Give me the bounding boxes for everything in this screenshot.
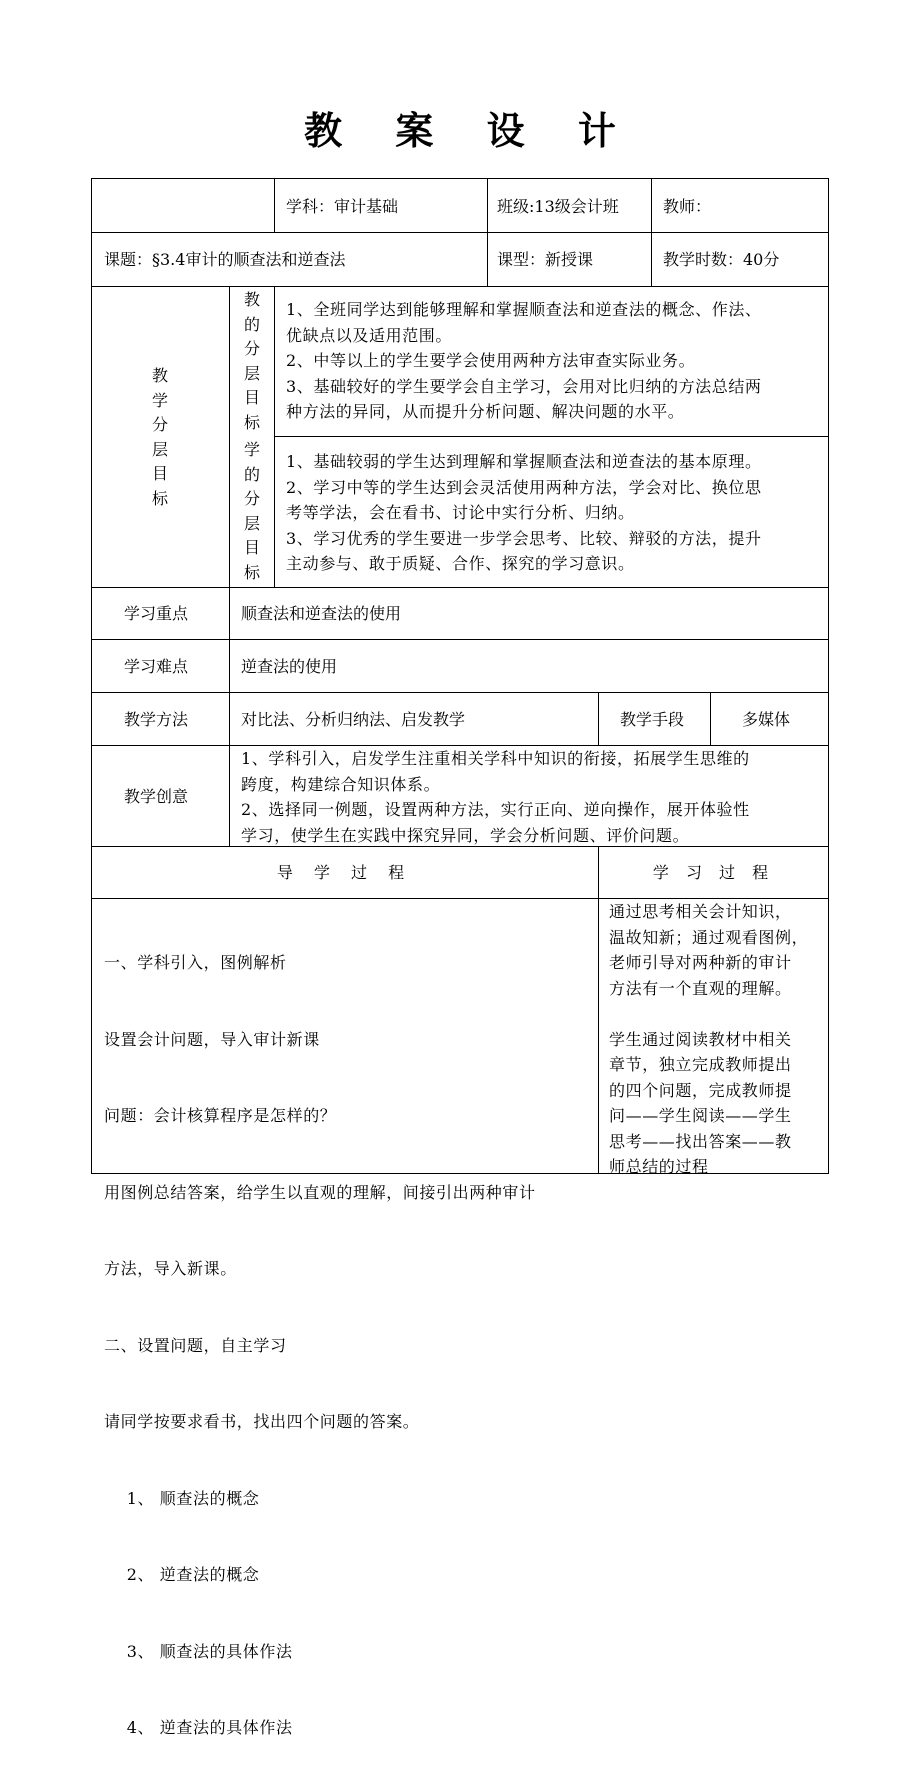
means-label: 教学手段 bbox=[620, 710, 685, 729]
page-title: 教 案 设 计 bbox=[304, 108, 636, 153]
key-point-label: 学习重点 bbox=[124, 604, 189, 623]
lesson-type-field: 课型：新授课 bbox=[497, 250, 594, 269]
methods-value: 对比法、分析归纳法、启发教学 bbox=[241, 710, 466, 729]
means-value: 多媒体 bbox=[742, 710, 791, 729]
creativity-text: 1、学科引入，启发学生注重相关学科中知识的衔接，拓展学生思维的 跨度，构建综合知识体系。 2、选择同一例题，设置两种方法，实行正向、逆向操作，展开体验性 学习，使学生在实践中探究异同，学会分析问题、评价问题。 bbox=[241, 749, 750, 845]
duration-field: 教学时数：40分 bbox=[663, 250, 780, 269]
learn-process-header: 学 习 过 程 bbox=[652, 863, 775, 882]
guide-process-header: 导 学 过 程 bbox=[276, 863, 413, 882]
topic-field: 课题：§3.4审计的顺查法和逆查法 bbox=[104, 250, 346, 269]
learning-goals-label: 学 的 分 层 目 标 bbox=[243, 440, 260, 582]
guide-process-text: 一、学科引入，图例解析 设置会计问题，导入审计新课 问题：会计核算程序是怎样的？ 用图例总结答案，给学生以直观的理解，间接引出两种审计 方法，导入新课。 二、设置问题，自主学习 请同学按要求看书，找出四个问题的答案。 1、 顺查法的概念 2、 逆查法的概念 3、 顺查法的具体作法 4、 逆查法的具体作法 bbox=[104, 953, 536, 1737]
difficulty-value: 逆查法的使用 bbox=[241, 657, 338, 676]
learning-goals-text: 1、基础较弱的学生达到理解和掌握顺查法和逆查法的基本原理。 2、学习中等的学生达到会灵活使用两种方法，学会对比、换位思 考等学法，会在看书、讨论中实行分析、归纳。 3、学习优秀的学生要进一步学会思考、比较、辩驳的方法，提升 主动参与、敢于质疑、合作、探究的学习意识。 bbox=[286, 452, 762, 573]
difficulty-label: 学习难点 bbox=[124, 657, 189, 676]
subject-field: 学科：审计基础 bbox=[286, 197, 399, 216]
layered-goals-label: 教 学 分 层 目 标 bbox=[151, 366, 168, 508]
creativity-label: 教学创意 bbox=[124, 787, 189, 806]
teaching-goals-text: 1、全班同学达到能够理解和掌握顺查法和逆查法的概念、作法、 优缺点以及适用范围。 2、中等以上的学生要学会使用两种方法审查实际业务。 3、基础较好的学生要学会自主学习，会用对比归纳的方法总结两 种方法的异同，从而提升分析问题、解决问题的水平。 bbox=[286, 300, 762, 421]
learn-process-text: 通过思考相关会计知识， 温故知新；通过观看图例， 老师引导对两种新的审计 方法有一个直观的理解。 学生通过阅读教材中相关 章节，独立完成教师提出 的四个问题，完成教师提 问——学生阅读——学生 思考——找出答案——教 师总结的过程 bbox=[609, 902, 809, 1176]
methods-label: 教学方法 bbox=[124, 710, 189, 729]
teacher-field: 教师： bbox=[663, 197, 712, 216]
class-field: 班级:13级会计班 bbox=[497, 197, 619, 216]
key-point-value: 顺查法和逆查法的使用 bbox=[241, 604, 402, 623]
teaching-goals-label: 教 的 分 层 目 标 bbox=[243, 290, 260, 432]
